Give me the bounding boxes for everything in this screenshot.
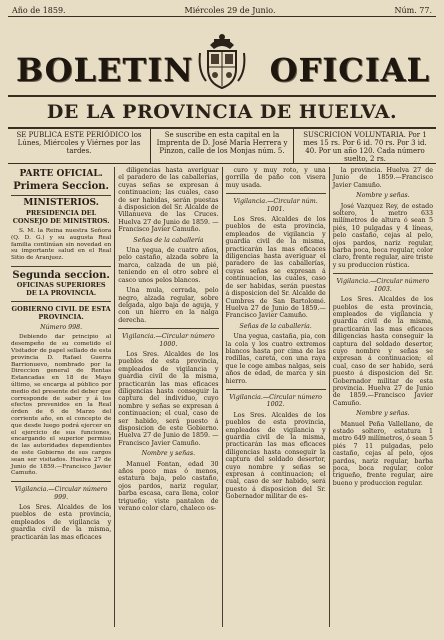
divider [333,273,433,274]
subscription-address: Se suscribe en esta capital en la Imprenta de D. José María Herrera y Pinzon, calle de los Monjas núm. 5. [150,129,293,163]
caption: Nombre y señas. [356,192,410,200]
subsection-heading: OFICINAS SUPERIORES DE LA PROVINCIA. [16,281,106,297]
article-paragraph: Manuel Peña Vallellano, de estado soltero, estatura 1 metro 649 milímetros, ó sean 5 piés 7 11 pulgadas, pelo castaño, cejas al pelo, ojos pardos, nariz regular, barba poca, boca regular, color trigueño, frente regular, aire bueno y produccion regular. [332,420,433,487]
caption: Señas de la caballería [133,236,204,244]
article-paragraph: Los Sres. Alcaldes de los pueblos de esta provincia, empleados de vigilancia y guardia civil de la misma, practicarán las mas eficaces diligencias hasta conseguir la captura del soldado desertor, cuyo nombre y señas se expresan á continuacion; el cual, caso de ser habido, será puesto á disposicion del Sr. Gobernador militar de es- [225,411,326,501]
publication-schedule: SE PUBLICA ESTE PERIÓDICO los Lúnes, Miércoles y Viérnes por las tardes. [16,131,142,155]
article-paragraph: Una yegua, de cuatro años, pelo castaño, alzada sobre la marca, calzada de un pié, teniendo en el otro sobre el casco unos pelos blancos. [118,247,219,284]
column-3 [222,167,329,627]
info-bar [8,129,436,164]
article-paragraph: José Vazquez Rey, de estado soltero, 1 metro 633 milímetros de altura ó sean 5 piés, 10 pulgadas y 4 líneas, pelo castaño, cejas al pelo, ojos pardos, nariz regular, barba poca, boca regular, color claro, frente regular, aire triste y su produccion rústica. [332,202,433,269]
column-2 [114,167,221,627]
circular-heading: Vigilancia.—Circular número 999. [14,486,108,501]
masthead [8,17,436,97]
masthead-word-right: OFICIAL [269,51,430,89]
column-4 [329,167,436,627]
circular-heading: Vigilancia.—Circular número 1003. [336,278,430,293]
masthead-word-left: BOLETIN [16,51,194,89]
article-paragraph: Una mula, cerrada, pelo negro, alzada regular, sobre delgada, algo baja de aguja, y con un hierro en la nalga derecha. [118,287,219,324]
article-paragraph: S. M. la Reina nuestra Señora (Q. D. G.) y su augusta Real familia continúan sin novedad en su importante salud en el Real Sitio de Aranjuez. [11,228,112,262]
section-heading: Primera Seccion. [13,181,109,193]
article-paragraph: curo y muy roto, y una gorrilla de paño con visera muy usada. [225,167,326,189]
article-paragraph: Manuel Fontan, edad 30 años poco mas ó menos, estatura baja, pelo castaño, ojos pardos, nariz regular, barba escasa, cara llena, color trigueño; viste pantalon de verano color claro, chaleco os- [118,460,219,513]
circular-heading: Vigilancia.—Circular número 1000. [122,333,215,348]
divider [11,301,111,302]
coat-of-arms-icon [196,31,248,91]
section-heading: MINISTERIOS. [23,197,99,208]
article-paragraph: Los Sres. Alcaldes de los pueblos de esta provincia, empleados de vigilancia y guardia civil de la misma, practicarán las mas eficaces diligencias hasta conseguir la captura del soldado desertor, cuyo nombre y señas se expresan á continuacion; el cual, caso de ser habido, será puesto á disposicion del Sr. Gobernador militar de esta provincia. Huelva 27 de Junio de 1859.—Francisco Javier Camuño. [332,296,433,407]
divider [11,481,111,482]
issue-year: Año de 1859. [12,5,66,15]
article-paragraph: Los Sres. Alcaldes de los pueblos de esta provincia, empleados de vigilancia y guardia civil de la misma, practicarán las mas eficaces diligencias hasta conseguir la captura del individuo, cuyo nombre y señas se expresan á continuacion; el cual, caso de ser habido, será puesto á disposicion de este Gobierno. Huelva 27 de Junio de 1859. —Francisco Javier Camuño. [118,350,219,447]
divider [226,193,326,194]
article-paragraph: la provincia. Huelva 27 de Junio de 1859.—Francisco Javier Camuño. [332,167,433,189]
column-1 [8,167,114,627]
circular-number: Número 998. [40,324,83,332]
article-paragraph: diligencias hasta averiguar el paradero de las caballerías, cuyas señas se expresan á continuacion; las cuales, caso de ser habidas, serán puestas á disposicion del Sr. Alcalde de Villanueva de las Cruces. Huelva 27 de Junio de 1859. —Francisco Javier Camuño. [118,167,219,234]
top-info-line [8,4,436,17]
section-heading: PARTE OFICIAL. [19,169,103,179]
issue-date: Miércoles 29 de Junio. [184,5,276,15]
divider [11,195,111,196]
divider [118,328,218,329]
circular-heading: Vigilancia.—Circular núm. 1001. [233,198,318,213]
article-paragraph: Los Sres. Alcaldes de los pueblos de esta provincia, empleados de vigilancia y guardia civil de la misma, practicarán las mas eficaces [11,504,112,541]
article-paragraph: Los Sres. Alcaldes de los pueblos de esta provincia, empleados de vigilancia y guardia civil de la misma, practicarán las mas eficaces diligencias hasta averiguar el paradero de las caballerías, cuyas señas se expresan á continuacion, las cuales, caso de ser habidas, serán puestas á disposicion del Sr. Alcalde de Cumbres de San Bartolomé. Huelva 27 de Junio de 1859.—Francisco Javier Camuño. [225,216,326,320]
divider [11,266,111,267]
divider [226,389,326,390]
caption: Nombre y señas. [141,450,196,458]
caption: Nombre y señas. [356,410,410,418]
caption: Señas de la caballería. [239,322,312,330]
circular-heading: Vigilancia.—Circular número 1002. [229,393,322,409]
issue-number: Núm. 77. [394,5,432,15]
article-columns [8,167,436,627]
article-paragraph: Una yegua, castaña, pia, con la cola y los cuatro extremos blancos hasta por cima de las rodillas, careta, con una raya que le coge ambas nalgas, seis años de edad, de marca y sin hierro. [225,333,326,385]
section-heading: Segunda seccion. [12,270,110,282]
subsection-heading: PRESIDENCIA DEL CONSEJO DE MINISTROS. [12,209,110,225]
province-title: DE LA PROVINCIA DE HUELVA. [8,97,436,129]
subsection-heading: GOBIERNO CIVIL DE ESTA PROVINCIA. [11,305,111,321]
subscription-prices: SUSCRICION VOLUNTARIA. Por 1 mes 15 rs. Por 6 id. 70 rs. Por 3 id. 40. Por un año 120. Cada número suelto, 2 rs. [293,129,436,163]
newspaper-page [8,4,436,636]
article-paragraph: Debiendo dar principio al desempeño de su cometido el Visitador de papel sellado de esta provincia D. Rafael Guerra Barrionuevo, nombrado por la Direccion general de Rentas Estancadas en 18 de Mayo último, se encarga al público por medio del presente del deber que corresponde de saber y á los efectos prevenidos en la Real órden de 6 de Marzo del corriente año, en el concepto de que desde luego podrá ejercer en el ejercicio de sus funciones, encargando el superior permiso de las autoridades dependientes de este Gobierno de sus cargos sean ser visitados. Huelva 27 de Junio de 1859.—Francisco Javier Camuño. [11,334,112,477]
